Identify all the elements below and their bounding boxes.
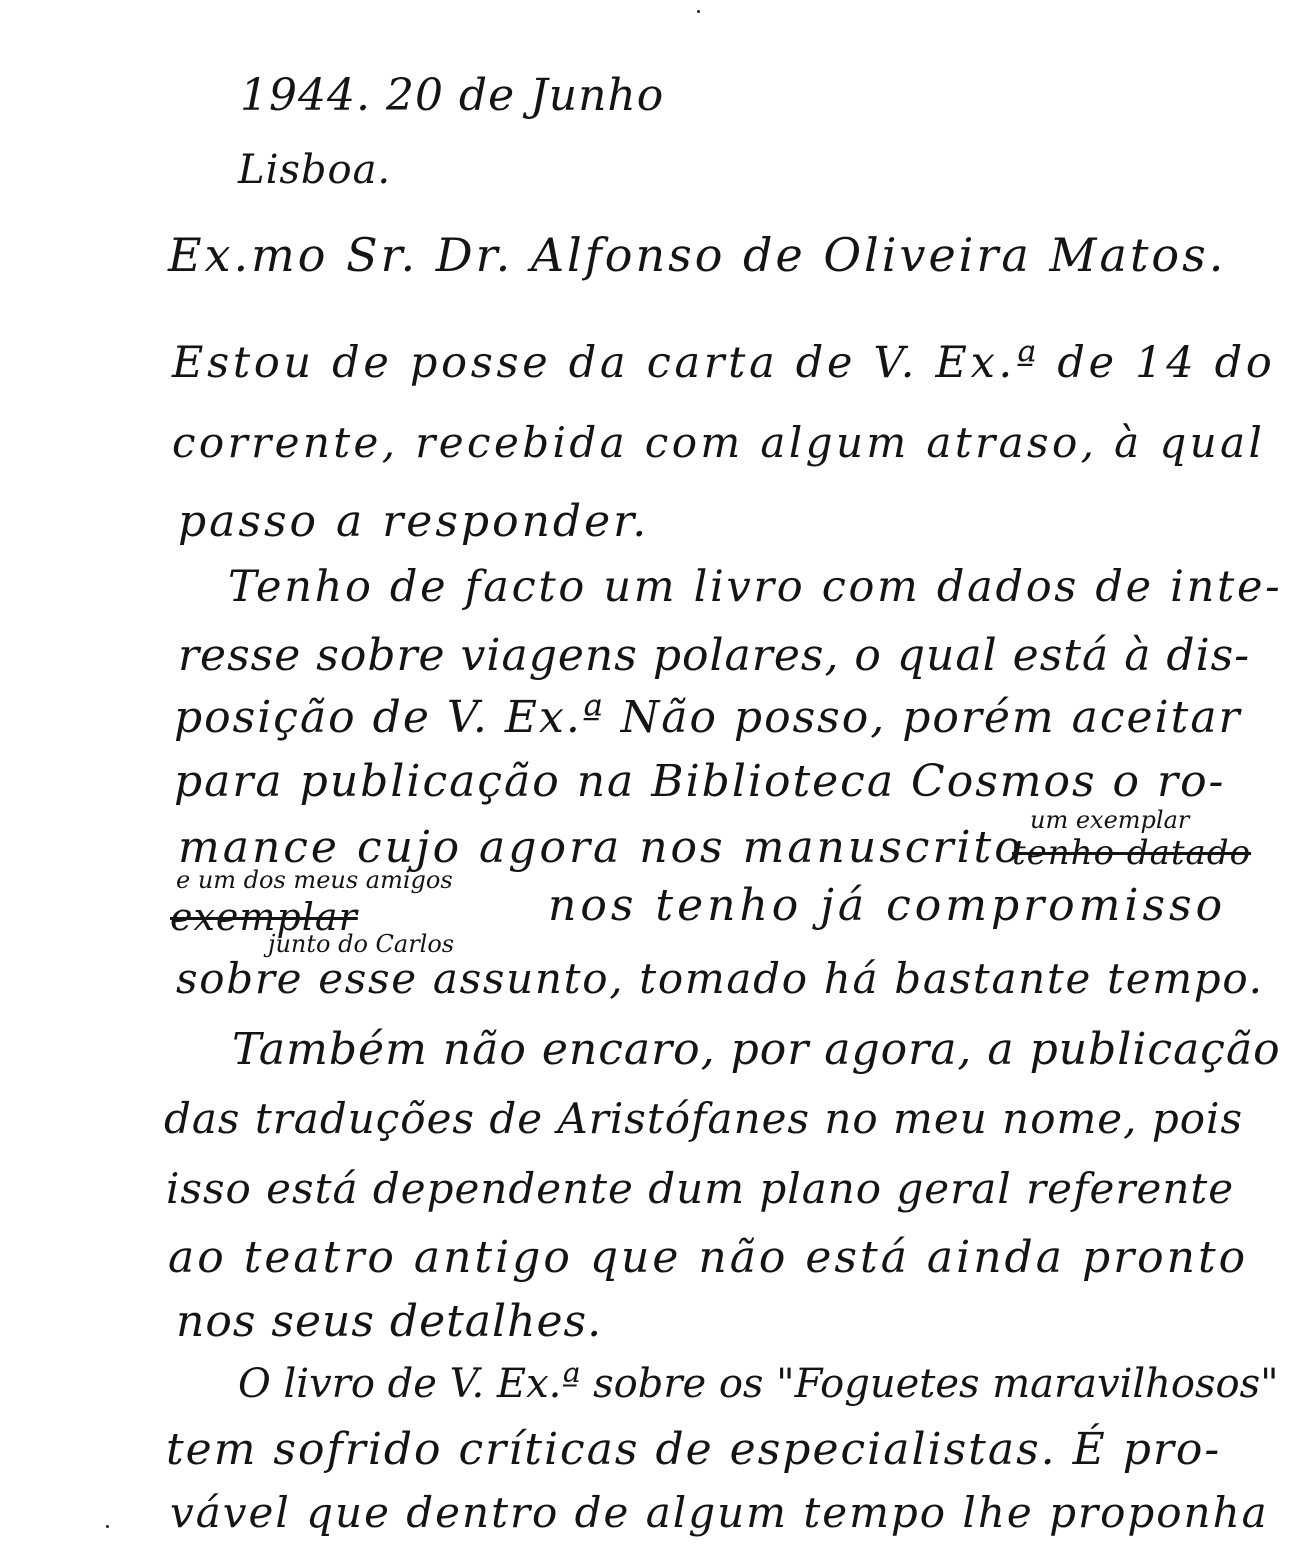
- struck-word-line-9: exemplar: [170, 895, 358, 939]
- place-line: Lisboa.: [238, 147, 392, 193]
- body-line-8: mance cujo agora nos manuscrito: [178, 822, 1024, 873]
- body-line-17: tem sofrido críticas de especialistas. É pro-: [166, 1424, 1222, 1475]
- body-line-15: nos seus detalhes.: [176, 1296, 603, 1347]
- body-line-7: para publicação na Biblioteca Cosmos o ro-: [174, 756, 1226, 807]
- body-line-11: Também não encaro, por agora, a publicação: [232, 1024, 1281, 1075]
- body-line-5: resse sobre viagens polares, o qual está à dis-: [178, 630, 1251, 681]
- insertion-above-line-8: um exemplar: [1030, 806, 1190, 834]
- body-line-14: ao teatro antigo que não está ainda pronto: [168, 1232, 1249, 1283]
- scan-speck: [106, 1525, 109, 1528]
- body-line-9: nos tenho já compromisso: [548, 880, 1227, 931]
- body-line-18: vável que dentro de algum tempo lhe proponha: [170, 1488, 1269, 1537]
- body-line-16: O livro de V. Ex.ª sobre os "Foguetes maravilhosos": [238, 1361, 1279, 1407]
- body-line-2: corrente, recebida com algum atraso, à qual: [172, 418, 1266, 467]
- date-line: 1944. 20 de Junho: [240, 70, 665, 121]
- struck-word-line-8: tenho datado: [1012, 833, 1252, 873]
- salutation: Ex.mo Sr. Dr. Alfonso de Oliveira Matos.: [168, 228, 1227, 282]
- body-line-3: passo a responder.: [178, 496, 650, 547]
- body-line-4: Tenho de facto um livro com dados de inte-: [228, 562, 1283, 612]
- insertion-below-line-9: junto do Carlos: [268, 930, 455, 958]
- body-line-10: sobre esse assunto, tomado há bastante tempo.: [176, 954, 1264, 1003]
- body-line-13: isso está dependente dum plano geral referente: [166, 1164, 1235, 1213]
- body-line-12: das traduções de Aristófanes no meu nome, pois: [164, 1094, 1244, 1143]
- insertion-above-line-9: e um dos meus amigos: [176, 866, 453, 894]
- body-line-1: Estou de posse da carta de V. Ex.ª de 14 do: [172, 338, 1276, 388]
- body-line-6: posição de V. Ex.ª Não posso, porém aceitar: [174, 692, 1242, 743]
- scan-speck: [697, 10, 700, 13]
